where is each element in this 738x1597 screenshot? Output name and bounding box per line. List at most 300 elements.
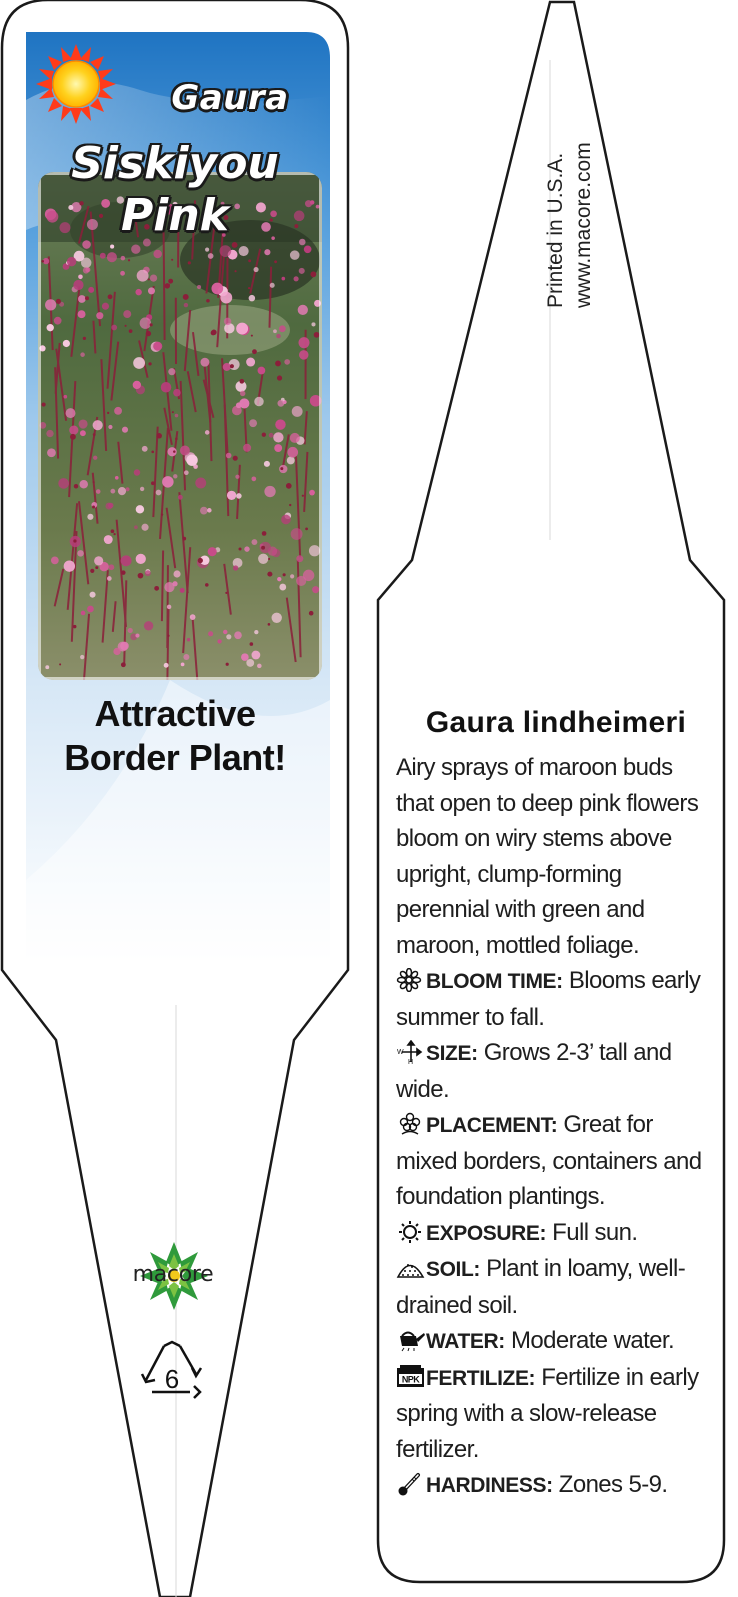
flower-blossom <box>80 352 85 357</box>
flower-blossom <box>45 665 49 669</box>
flower-blossom <box>88 287 94 293</box>
flower-blossom <box>54 317 62 325</box>
flower-blossom <box>270 283 275 288</box>
flower-blossom <box>298 337 309 348</box>
flower-blossom <box>298 305 308 315</box>
flower-blossom <box>180 445 190 455</box>
flower-bud <box>150 323 153 326</box>
flower-blossom <box>227 491 236 500</box>
flower-bud <box>157 433 162 438</box>
flower-blossom <box>181 662 185 666</box>
flower-blossom <box>78 275 83 280</box>
flower-blossom <box>58 478 69 489</box>
flower-blossom <box>207 508 212 513</box>
flower-bud <box>111 529 115 533</box>
flower-blossom <box>137 270 149 282</box>
flower-blossom <box>107 576 112 581</box>
flower-bud <box>206 299 210 303</box>
printed-line-2: www.macore.com <box>572 142 595 308</box>
flower-blossom <box>78 295 86 303</box>
flower-bud <box>85 296 89 300</box>
botanical-name: Gaura lindheimeri <box>425 706 687 739</box>
front-genus-title: Gaura <box>171 78 289 118</box>
care-attribute-hardiness <box>396 1467 716 1504</box>
flower-bud <box>173 450 175 452</box>
flower-blossom <box>164 663 169 668</box>
flower-blossom <box>96 312 103 319</box>
flower-blossom <box>277 400 284 407</box>
flower-blossom <box>251 651 260 660</box>
flower-bud <box>280 467 283 470</box>
flower-blossom <box>135 634 139 638</box>
flower-blossom <box>78 310 86 318</box>
flower-blossom <box>63 340 70 347</box>
flower-blossom <box>46 430 53 437</box>
flower-bud <box>262 531 267 536</box>
flower-blossom <box>100 253 106 259</box>
attribute-value: Grows 2-3’ tall and wide. <box>396 1039 672 1103</box>
flower-blossom <box>145 570 151 576</box>
flower-bud <box>252 349 257 354</box>
flower-blossom <box>299 239 306 246</box>
flower-bud <box>268 623 271 626</box>
flower-blossom <box>187 638 191 642</box>
flower-bud <box>42 402 46 406</box>
flower-bud <box>70 434 76 440</box>
flower-blossom <box>81 611 86 616</box>
flower-bud <box>251 335 253 337</box>
pink-gaura-flowers-photo <box>38 172 322 716</box>
flower-blossom <box>46 211 58 223</box>
attribute-value: Fertilize in early spring with a slow-release fertilizer. <box>396 1363 699 1463</box>
attribute-value: Plant in loamy, well-drained soil. <box>396 1255 686 1319</box>
flower-bud <box>239 547 242 550</box>
flower-blossom <box>239 246 249 256</box>
flower-blossom <box>279 465 287 473</box>
plant-description: Airy sprays of maroon buds that open to deep pink flowers bloom on wiry stems above upright, clump-forming perennial with green and maroon, mottled foliage. <box>396 754 699 959</box>
flower-blossom <box>264 461 270 467</box>
flower-bud <box>83 337 86 340</box>
flower-blossom <box>223 363 231 371</box>
svg-text:H: H <box>408 1059 413 1064</box>
flower-bud <box>41 260 44 263</box>
flower-blossom <box>47 448 56 457</box>
flower-blossom <box>269 433 274 438</box>
thermometer-icon <box>396 1471 426 1495</box>
flower-blossom <box>226 453 232 459</box>
flower-blossom <box>142 446 148 452</box>
flower-blossom <box>90 592 96 598</box>
flower-blossom <box>64 560 75 571</box>
flower-blossom <box>110 245 114 249</box>
flower-blossom <box>45 299 56 310</box>
flower-bud <box>226 663 229 666</box>
flower-blossom <box>190 614 196 620</box>
flower-blossom <box>208 547 217 556</box>
flower-blossom <box>167 605 171 609</box>
flower-blossom <box>125 487 129 491</box>
flower-blossom <box>305 200 312 207</box>
flower-blossom <box>79 480 88 489</box>
flower-blossom <box>235 475 239 479</box>
flower-blossom <box>184 303 188 307</box>
flower-blossom <box>244 546 249 551</box>
flower-bud <box>107 412 109 414</box>
care-attribute-size <box>396 1035 716 1107</box>
flower-blossom <box>197 285 201 289</box>
flower-blossom <box>140 487 144 491</box>
flower-stem <box>162 551 163 622</box>
flower-bud <box>56 299 61 304</box>
flower-bud <box>73 625 76 628</box>
flower-blossom <box>253 267 258 272</box>
flower-blossom <box>200 358 209 367</box>
flower-blossom <box>251 476 256 481</box>
flower-bud <box>294 224 298 228</box>
flower-blossom <box>249 295 256 302</box>
flower-blossom <box>223 630 227 634</box>
flower-bud <box>165 283 170 288</box>
flower-blossom <box>105 503 112 510</box>
flower-blossom <box>254 630 258 634</box>
watering-can-icon <box>396 1327 426 1351</box>
flower-blossom <box>205 248 209 252</box>
flower-bud <box>151 481 155 485</box>
flower-blossom <box>162 476 174 488</box>
flower-blossom <box>299 268 305 274</box>
flower-bud <box>95 566 98 569</box>
flower-blossom <box>241 653 249 661</box>
variety-line-1: Siskiyou <box>71 138 279 189</box>
flower-bud <box>151 451 154 454</box>
flower-blossom <box>141 524 148 531</box>
flower-blossom <box>83 267 89 273</box>
sun-outline-icon <box>396 1219 426 1243</box>
flower-blossom <box>284 359 290 365</box>
flower-blossom <box>108 425 112 429</box>
flower-bud <box>275 361 281 367</box>
sun-icon <box>36 44 116 124</box>
soil-icon <box>396 1255 426 1279</box>
attribute-label: SIZE: <box>426 1042 478 1065</box>
flower-bud <box>167 635 169 637</box>
flower-blossom <box>144 621 153 630</box>
flower-blossom <box>294 211 305 222</box>
care-attribute-water <box>396 1323 716 1360</box>
flower-bud <box>175 438 178 441</box>
flower-blossom <box>272 613 282 623</box>
flower-bud <box>93 481 95 483</box>
attribute-label: WATER: <box>426 1330 505 1353</box>
flower-blossom <box>123 310 131 318</box>
attribute-label: SOIL: <box>426 1258 480 1281</box>
flower-blossom <box>275 419 285 429</box>
flower-blossom <box>304 245 312 253</box>
attribute-value: Blooms early summer to fall. <box>396 967 701 1031</box>
flower-bud <box>188 261 191 264</box>
flower-blossom <box>115 476 119 480</box>
flower-blossom <box>134 469 140 475</box>
flower-blossom <box>122 427 128 433</box>
attribute-label: EXPOSURE: <box>426 1221 547 1245</box>
flower-bud <box>74 484 78 488</box>
care-attributes <box>396 963 716 1504</box>
flower-blossom <box>73 280 83 290</box>
flower-blossom <box>104 535 113 544</box>
flower-blossom <box>178 495 183 500</box>
flower-blossom <box>309 490 315 496</box>
flower-blossom <box>277 577 281 581</box>
flower-blossom <box>243 444 251 452</box>
flower-bud <box>92 505 95 508</box>
care-attribute-soil <box>396 1251 716 1323</box>
flower-blossom <box>184 470 189 475</box>
printed-line-1: Printed in U.S.A. <box>544 152 567 308</box>
flower-blossom <box>316 205 320 209</box>
flower-blossom <box>249 419 257 427</box>
flower-blossom <box>273 432 283 442</box>
flower-blossom <box>173 474 177 478</box>
flower-blossom <box>93 420 103 430</box>
flower-blossom <box>77 550 84 557</box>
flower-bud <box>239 379 244 384</box>
flower-blossom <box>107 252 117 262</box>
flower-blossom <box>133 381 141 389</box>
flower-blossom <box>294 276 299 281</box>
care-attribute-bloom-time <box>396 963 716 1035</box>
flower-blossom <box>258 367 266 375</box>
flower-blossom <box>108 564 114 570</box>
npk-icon <box>396 1364 426 1388</box>
attribute-label: PLACEMENT: <box>426 1114 558 1137</box>
flower-blossom <box>292 406 303 417</box>
flower-blossom <box>276 334 281 339</box>
flower-blossom <box>63 395 67 399</box>
flower-bud <box>154 586 159 591</box>
flower-blossom <box>296 576 306 586</box>
flower-blossom <box>161 382 171 392</box>
flower-bud <box>172 411 174 413</box>
flower-blossom <box>219 245 231 257</box>
printed-info <box>542 142 598 308</box>
flower-blossom <box>87 606 94 613</box>
flower-bud <box>90 569 94 573</box>
flower-blossom <box>311 322 315 326</box>
placement-icon <box>396 1111 426 1135</box>
flower-bud <box>248 287 250 289</box>
flower-blossom <box>251 539 257 545</box>
flower-blossom <box>240 391 245 396</box>
flower-blossom <box>309 545 320 556</box>
flower-blossom <box>87 514 93 520</box>
flower-blossom <box>211 283 223 295</box>
flower-bud <box>93 433 96 436</box>
flower-blossom <box>291 528 303 540</box>
flower-blossom <box>257 664 262 669</box>
flower-blossom <box>273 329 277 333</box>
svg-text:NPK: NPK <box>401 1374 420 1384</box>
flower-bud <box>171 259 173 261</box>
flower-blossom <box>279 325 286 332</box>
attribute-label: BLOOM TIME: <box>426 970 563 993</box>
flower-blossom <box>254 397 263 406</box>
back-care-info <box>396 706 716 1504</box>
flower-bud <box>183 294 189 300</box>
flower-blossom <box>66 408 76 418</box>
flower-bud <box>108 294 113 299</box>
flower-blossom <box>195 478 206 489</box>
flower-blossom <box>281 277 285 281</box>
flower-blossom <box>226 634 231 639</box>
flower-bud <box>234 270 236 272</box>
flower-blossom <box>80 655 84 659</box>
attribute-value: Moderate water. <box>504 1327 675 1354</box>
flower-blossom <box>290 250 300 260</box>
flower-bud <box>268 558 270 560</box>
flower-blossom <box>148 287 155 294</box>
flower-blossom <box>234 631 242 639</box>
flower-blossom <box>69 426 78 435</box>
flower-bud <box>148 278 150 280</box>
flower-blossom <box>168 368 175 375</box>
flower-bud <box>198 558 203 563</box>
flower-blossom <box>153 250 161 258</box>
flower-bud <box>262 433 266 437</box>
attribute-label: HARDINESS: <box>426 1474 553 1497</box>
flower-blossom <box>96 489 101 494</box>
flower-bud <box>211 330 216 335</box>
flower-blossom <box>135 289 141 295</box>
flower-blossom <box>156 490 162 496</box>
flower-bud <box>232 242 238 248</box>
flower-blossom <box>120 271 125 276</box>
flower-bud <box>250 642 254 646</box>
flower-blossom <box>274 444 282 452</box>
flower-blossom <box>94 556 103 565</box>
flower-bud <box>233 456 238 461</box>
flower-blossom <box>239 398 249 408</box>
flower-bud <box>59 663 61 665</box>
flower-bud <box>73 539 76 542</box>
flower-bud <box>305 528 308 531</box>
flower-bud <box>113 533 115 535</box>
flower-blossom <box>287 456 295 464</box>
flower-bud <box>267 572 272 577</box>
flower-bud <box>121 570 126 575</box>
care-attribute-fertilize <box>396 1360 716 1468</box>
flower-blossom <box>264 486 275 497</box>
flower-blossom <box>208 631 213 636</box>
size-icon <box>396 1039 426 1063</box>
attribute-value: Great for mixed borders, containers and foundation plantings. <box>396 1111 702 1210</box>
flower-bud <box>182 537 186 541</box>
flower-blossom <box>153 342 162 351</box>
flower-bud <box>314 332 320 338</box>
flower-bud <box>261 546 265 550</box>
flower-bud <box>129 329 133 333</box>
flower-blossom <box>175 414 179 418</box>
flower-blossom <box>118 487 126 495</box>
flower-blossom <box>110 489 115 494</box>
flower-blossom <box>246 659 254 667</box>
flower-icon <box>396 967 426 991</box>
flower-bud <box>289 504 291 506</box>
flower-blossom <box>246 358 255 367</box>
variety-line-2: Pink <box>121 190 229 241</box>
flower-blossom <box>131 245 140 254</box>
flower-blossom <box>236 323 248 335</box>
flower-blossom <box>290 574 294 578</box>
flower-blossom <box>140 317 151 328</box>
flower-bud <box>230 364 234 368</box>
flower-blossom <box>173 570 180 577</box>
flower-bud <box>225 592 227 594</box>
flower-bud <box>286 483 292 489</box>
flower-blossom <box>224 318 231 325</box>
flower-bud <box>283 573 286 576</box>
flower-blossom <box>102 303 109 310</box>
flower-blossom <box>133 357 145 369</box>
tagline-line-2: Border Plant! <box>64 737 286 778</box>
flower-blossom <box>47 324 54 331</box>
flower-blossom <box>258 554 268 564</box>
flower-blossom <box>136 554 146 564</box>
flower-blossom <box>136 505 144 513</box>
flower-blossom <box>114 407 122 415</box>
flower-blossom <box>296 555 303 562</box>
flower-bud <box>161 513 163 515</box>
flower-blossom <box>236 493 242 499</box>
flower-blossom <box>111 325 117 331</box>
flower-blossom <box>173 389 181 397</box>
flower-bud <box>277 375 282 380</box>
flower-blossom <box>200 507 208 515</box>
flower-blossom <box>279 584 286 591</box>
flower-bud <box>205 583 209 587</box>
flower-blossom <box>264 249 270 255</box>
flower-bud <box>148 362 151 365</box>
flower-blossom <box>180 588 185 593</box>
flower-blossom <box>121 256 126 261</box>
attribute-label: FERTILIZE: <box>426 1366 536 1390</box>
flower-bud <box>309 611 314 616</box>
flower-blossom <box>81 258 91 268</box>
care-attribute-exposure <box>396 1215 716 1252</box>
flower-bud <box>121 662 126 667</box>
care-attribute-placement <box>396 1107 716 1215</box>
flower-blossom <box>93 456 97 460</box>
flower-bud <box>125 325 127 327</box>
flower-bud <box>302 495 304 497</box>
flower-blossom <box>150 274 157 281</box>
flower-blossom <box>233 565 238 570</box>
flower-blossom <box>312 586 319 593</box>
flower-blossom <box>186 454 197 465</box>
flower-blossom <box>164 582 174 592</box>
flower-blossom <box>290 433 300 443</box>
flower-blossom <box>217 639 221 643</box>
front-tagline <box>40 692 310 780</box>
attribute-value: Zones 5-9. <box>552 1471 668 1498</box>
front-variety-title <box>60 138 290 242</box>
recycle-number: 6 <box>164 1364 180 1394</box>
flower-bud <box>248 259 251 262</box>
flower-bud <box>274 260 277 263</box>
flower-blossom <box>79 419 88 428</box>
flower-blossom <box>287 447 298 458</box>
flower-blossom <box>67 257 76 266</box>
flower-blossom <box>299 350 308 359</box>
